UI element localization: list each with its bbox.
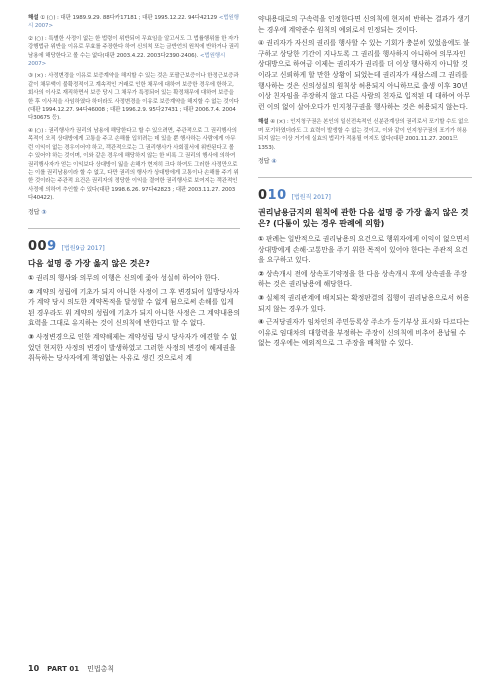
explanation-block-q008 xyxy=(28,14,240,203)
question-009 xyxy=(28,239,240,364)
part-label: PART 01 xyxy=(47,665,80,673)
explanation-item: 해설 ④ (×) : 인지청구권은 본인의 일신전속적인 신분관계상의 권리로서 포기할 수도 없으며 포기하였더라도 그 효력이 발생할 수 없는 것이고, 이와 같이 인지청구권의 포기가 허용되지 않는 이상 거기에 실효의 법리가 적용될 여지도 없다(대판 2001.11.27. 2001므1353). xyxy=(258,119,469,151)
answer-line xyxy=(258,156,472,165)
question-source: [법원직 2017] xyxy=(291,193,331,201)
section-divider xyxy=(258,177,472,178)
choice-2: ② 상속개시 전에 상속포기약정을 한 다음 상속개시 후에 상속권을 주장하는 것은 권리남용에 해당한다. xyxy=(258,269,468,289)
choice-4: ④ 근저당권자가 임차인의 주민등록상 주소가 등기부상 표시와 다르다는 이유로 임대차의 대항력을 부정하는 주장이 신의칙에 비추어 용납될 수 없는 경우에는 예외적으로 그 주장을 배척할 수 있다. xyxy=(258,318,470,348)
explanation-block-q009 xyxy=(258,118,472,152)
page-number: 10 xyxy=(28,664,40,673)
question-010 xyxy=(258,188,472,349)
question-number: 010 xyxy=(258,187,287,203)
answer-value: ④ xyxy=(271,157,277,165)
question-text: 권리남용금지의 원칙에 관한 다음 설명 중 가장 옳지 않은 것은? (다툼이 있는 경우 판례에 의함) xyxy=(258,207,469,229)
left-column xyxy=(28,14,240,367)
question-009-continued xyxy=(258,14,472,112)
choice-1: ① 판례는 일반적으로 권리남용의 요건으로 행위자에게 이익이 없으면서 상대방에게 손해·고통만을 주기 위한 목적이 있어야 한다는 주관적 요건을 요구하고 있다. xyxy=(258,234,470,265)
answer-line xyxy=(28,207,240,216)
choice-3: ③ 실체적 권리관계에 배치되는 확정판결의 집행이 권리남용으로서 허용되지 않는 경우가 있다. xyxy=(258,293,470,313)
explanation-label: 해설 xyxy=(28,15,39,21)
part-title: 민법총칙 xyxy=(87,665,115,673)
section-divider xyxy=(28,228,240,229)
question-text: 다음 설명 중 가장 옳지 않은 것은? xyxy=(28,258,150,268)
explanation-label: 해설 xyxy=(258,119,269,126)
choice-3: ③ 사정변경으로 인한 계약해제는 계약성립 당시 당사자가 예견할 수 없었던 현저한 사정의 변경이 발생하였고 그러한 사정의 변경이 해제권을 취득하는 당사자에게 책임없는 사유로 생긴 것으로서 계 xyxy=(28,333,238,363)
explanation-item: ④ (○) : 권리행사가 권리의 남용에 해당한다고 할 수 있으려면, 주관적으로 그 권리행사의 목적이 오직 상대방에게 고통을 주고 손해를 입히려는 데 있을 뿐 행사하는 사람에게 아무런 이익이 없는 경우이어야 하고, 객관적으로는 그 권리행사가 사회질서에 위반된다고 볼 수 있어야 하는 것이며, 이와 같은 경우에 해당하지 않는 한 비록 그 권리의 행사에 의하여 권리행사자가 얻는 이익보다 상대방이 잃을 손해가 현저히 크다 하여도 그러한 사정만으로는 이를 권리남용이라 할 수 없고, 다만 권리의 행사가 상대방에게 고통이나 손해를 주기 위한 것이라는 주관적 요건은 권리자의 정당한 이익을 결여한 권리행사로 보여지는 객관적인 사정에 의하여 추인할 수 있다(대판 1998.6.26. 97다42823 ; 대판 2003.11.27. 2003다40422). xyxy=(28,127,239,202)
explanation-item: ③ (×) : 사정변경을 이유로 보증계약을 해지할 수 있는 것은 포괄근보증이나 한정근보증과 같이 채무액이 불확정적이고 계속적인 거래로 인한 채무에 대하여 보증한 경우에 한하고, 회사의 이사로 재직하면서 보증 당시 그 채무가 특정되어 있는 확정채무에 대하여 보증을 한 후 이사직을 사임하였다 하더라도 사정변경을 이유로 보증계약을 해지할 수 없는 것이다(대판 1994.12.27. 94다46008 ; 대판 1996.2.9. 95다27431 ; 대판 2006.7.4. 2004다30675 등). xyxy=(28,73,240,122)
explanation-item: ② (○) : 특별한 사정이 없는 한 법령이 위반되어 무효임을 알고서도 그 법률행위를 한 자가 강행법규 위반을 이유로 무효를 주장한다 하여 신의칙 또는 금반언의 원칙에 반하거나 권리남용에 해당한다고 볼 수는 없다(대판 2003.4.22. 2003다2390·2406). <법원행시 2007> xyxy=(28,35,240,68)
choice-2: ② 계약의 성립에 기초가 되지 아니한 사정이 그 후 변경되어 일방당사자가 계약 당시 의도한 계약목적을 달성할 수 없게 됨으로써 손해를 입게 된 경우라도 위 계약의 성립에 기초가 되지 아니한 사정은 그 계약내용의 효력을 그대로 유지하는 것이 신의칙에 반한다고 할 수 없다. xyxy=(28,287,241,328)
question-header xyxy=(28,239,240,254)
right-column xyxy=(258,14,472,352)
answer-value: ③ xyxy=(41,208,47,216)
question-header xyxy=(258,188,472,203)
explanation-item: 해설 ① (○) : 대판 1989.9.29. 88다카17181 ; 대판 1995.12.22. 94다42129 <법원행시 2007> xyxy=(28,15,239,30)
answer-label: 정답 xyxy=(258,157,270,165)
page-footer xyxy=(28,664,114,674)
question-number: 009 xyxy=(28,238,57,254)
choice-3-continued: 약내용대로의 구속력을 인정한다면 신의칙에 현저히 반하는 결과가 생기는 경우에 계약준수 원칙의 예외로서 인정되는 것이다. xyxy=(258,15,471,34)
question-source: [법원9급 2017] xyxy=(61,244,105,252)
answer-label: 정답 xyxy=(28,208,40,216)
choice-4: ④ 권리자가 자신의 권리를 행사할 수 있는 기회가 충분히 있었음에도 불구하고 상당한 기간이 지나도록 그 권리를 행사하지 아니하여 의무자인 상대방으로 하여금 이제는 권리자가 권리를 더 이상 행사하지 아니할 것이라고 신뢰하게 할 만한 상황이 되었는데 권리자가 새삼스레 그 권리를 행사하는 것은 신의성실의 원칙상 허용되지 아니하므로 출생 이후 30년 이상 친자임을 주장하지 않고 다른 사람의 친자로 입적된 데 대하여 아무런 이의 없이 살아오다가 인지청구권을 행사하는 것은 허용되지 않는다. xyxy=(258,39,471,111)
choice-1: ① 권리의 행사와 의무의 이행은 신의에 좇아 성실히 하여야 한다. xyxy=(28,274,220,283)
